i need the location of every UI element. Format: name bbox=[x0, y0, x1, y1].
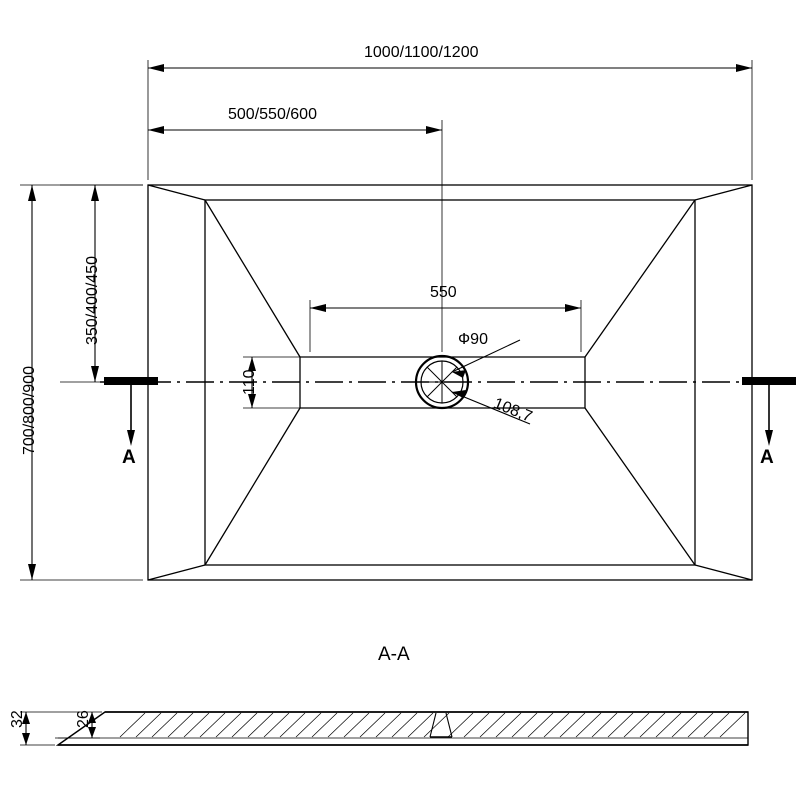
slope-line-inner-tl bbox=[205, 200, 300, 357]
section-mark-bar-right bbox=[742, 377, 796, 385]
section-mark-label-right: A bbox=[760, 447, 774, 468]
dim-arrow-halfdepth-top bbox=[91, 185, 99, 201]
dim-label-channel-length: 550 bbox=[430, 284, 457, 301]
dim-arrow-section-total-bottom bbox=[22, 733, 30, 745]
dim-arrow-halfdepth-bottom bbox=[91, 366, 99, 382]
dim-arrow-depth-top bbox=[28, 185, 36, 201]
section-arrowhead-left bbox=[127, 430, 135, 446]
dim-arrow-channelwidth-bottom bbox=[248, 394, 256, 408]
dim-label-channel-width: 110 bbox=[241, 369, 258, 395]
dim-arrow-halfwidth-left bbox=[148, 126, 164, 134]
dim-label-drain-depth: 108,7 bbox=[491, 395, 535, 426]
dim-arrow-section-inner-bottom bbox=[88, 727, 96, 738]
dim-arrow-width-right bbox=[736, 64, 752, 72]
section-arrowhead-right bbox=[765, 430, 773, 446]
dim-label-half-depth: 350/400/450 bbox=[84, 256, 101, 345]
dim-arrow-width-left bbox=[148, 64, 164, 72]
slope-line-inner-bl bbox=[205, 408, 300, 565]
section-mark-bar-left bbox=[104, 377, 158, 385]
slope-line-inner-br bbox=[585, 408, 695, 565]
section-mark-label-left: A bbox=[122, 447, 136, 468]
dim-arrow-channel-left bbox=[310, 304, 326, 312]
slope-line-br bbox=[695, 565, 752, 580]
section-drain-notch-right bbox=[446, 713, 452, 737]
dim-label-overall-depth: 700/800/900 bbox=[21, 366, 38, 455]
dim-label-drain-diameter: Ф90 bbox=[458, 331, 488, 348]
dim-arrow-halfwidth-right bbox=[426, 126, 442, 134]
slope-line-tl bbox=[148, 185, 205, 200]
dim-arrow-depth-bottom bbox=[28, 564, 36, 580]
dim-label-half-width: 500/550/600 bbox=[228, 106, 317, 123]
slope-line-inner-tr bbox=[585, 200, 695, 357]
dim-arrow-channel-right bbox=[565, 304, 581, 312]
slope-line-bl bbox=[148, 565, 205, 580]
dim-label-overall-width: 1000/1100/1200 bbox=[364, 44, 479, 61]
slope-line-tr bbox=[695, 185, 752, 200]
section-title: A-A bbox=[378, 644, 410, 665]
dim-label-section-total-height: 32 bbox=[9, 710, 26, 728]
dim-label-section-inner-height: 26 bbox=[75, 710, 92, 728]
section-drain-notch-left bbox=[430, 713, 436, 737]
